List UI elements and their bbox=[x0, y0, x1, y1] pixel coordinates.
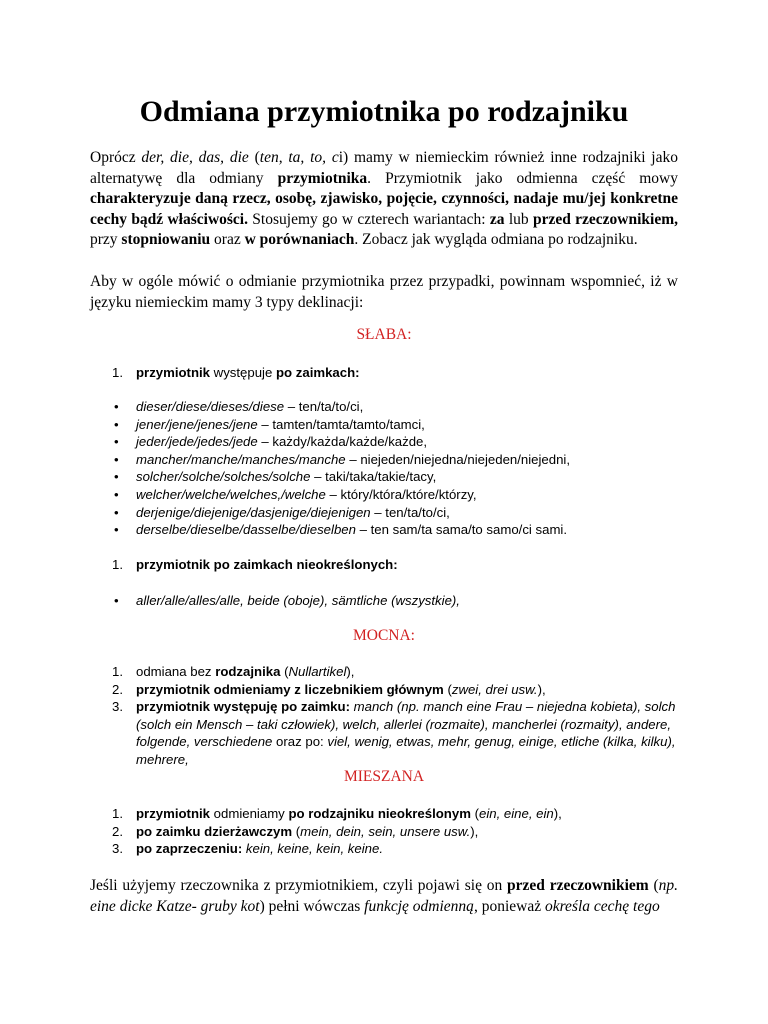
item-text: ), bbox=[537, 681, 546, 697]
list-item bbox=[112, 521, 682, 539]
slaba-bullet-list bbox=[112, 398, 682, 539]
list-item bbox=[112, 504, 682, 522]
item-bold: po zaimkach: bbox=[276, 365, 360, 380]
closing-bold: przed rzeczownikiem bbox=[507, 877, 649, 894]
bullet-italic: dieser/diese/dieses/diese bbox=[136, 399, 285, 414]
mieszana-numbered-list bbox=[112, 805, 682, 858]
heading-slaba: SŁABA: bbox=[356, 326, 412, 343]
intro-text: przy bbox=[90, 231, 122, 248]
closing-paragraph bbox=[90, 876, 678, 917]
item-bold: przymiotnik bbox=[136, 365, 211, 380]
list-number: 2. bbox=[112, 823, 123, 839]
bullet-italic: mancher/manche/manches/manche bbox=[136, 451, 346, 467]
intro-italic: der, die, das, die bbox=[141, 149, 249, 166]
bullet-italic: derselbe/dieselbe/dasselbe/dieselben bbox=[136, 522, 356, 538]
list-item bbox=[112, 840, 682, 858]
item-italic: mein, dein, sein, unsere usw. bbox=[300, 823, 471, 839]
list-number: 3. bbox=[112, 699, 123, 715]
bullet-icon: • bbox=[114, 522, 119, 538]
closing-text: ( bbox=[648, 877, 659, 894]
list-item bbox=[112, 416, 682, 434]
bullet-text: – który/która/które/którzy, bbox=[325, 486, 477, 502]
closing-italic: funkcję odmienną bbox=[364, 897, 474, 915]
item-italic: kein, keine, kein, keine. bbox=[242, 841, 383, 857]
item-bold: po zaimku dzierżawczym bbox=[136, 823, 293, 839]
item-text: ( bbox=[292, 823, 301, 839]
item-bold: przymiotnik bbox=[136, 806, 211, 821]
list-number: 1. bbox=[112, 557, 123, 572]
list-item bbox=[112, 681, 682, 699]
bullet-text: – każdy/każda/każde/każde, bbox=[257, 434, 428, 450]
page-title: Odmiana przymiotnika po rodzajniku bbox=[139, 95, 629, 128]
bullet-text: – ten sam/ta sama/to samo/ci sami. bbox=[355, 522, 568, 538]
list-item bbox=[112, 433, 682, 451]
closing-text: Jeśli użyjemy rzeczownika z przymiotnikiem, czyli pojawi się on bbox=[90, 877, 508, 894]
intro-bold: w porównaniach bbox=[244, 231, 355, 248]
item-italic: viel, wenig, etwas, mehr, genug, einige, etliche (kilka, kilku), mehrere, bbox=[136, 734, 676, 767]
list-item bbox=[112, 823, 682, 841]
item-text: ( bbox=[280, 664, 289, 679]
closing-italic: określa cechę tego bbox=[544, 897, 660, 915]
bullet-icon: • bbox=[114, 416, 119, 432]
bullet-italic: jener/jene/jenes/jene bbox=[136, 416, 258, 432]
slaba-numbered-list bbox=[112, 364, 682, 382]
list-item bbox=[112, 663, 682, 681]
item-text: ( bbox=[470, 806, 479, 821]
item-text: występuje bbox=[210, 365, 276, 380]
list-number: 2. bbox=[112, 681, 123, 697]
intro-text: lub bbox=[504, 210, 533, 228]
bullet-icon: • bbox=[114, 469, 119, 485]
intro-bold: za bbox=[489, 210, 505, 228]
item-bold: po zaprzeczeniu: bbox=[136, 841, 243, 857]
item-text: ), bbox=[346, 664, 355, 679]
item-text: odmieniamy bbox=[210, 806, 289, 821]
bullet-icon: • bbox=[114, 434, 119, 450]
bullet-text: – tamten/tamta/tamto/tamci, bbox=[257, 416, 425, 432]
intro-bold: przymiotnika bbox=[277, 169, 368, 187]
bullet-italic: jeder/jede/jedes/jede bbox=[136, 434, 258, 450]
list-item bbox=[112, 486, 682, 504]
intro-text: ( bbox=[248, 149, 260, 166]
bullet-text: – ten/ta/to/ci, bbox=[370, 504, 450, 520]
bullet-text: – ten/ta/to/ci, bbox=[284, 399, 364, 414]
mocna-numbered-list bbox=[112, 663, 682, 769]
bullet-text: – taki/taka/takie/tacy, bbox=[310, 469, 437, 485]
item-text: ), bbox=[553, 806, 562, 821]
intro-text: Stosujemy go w czterech wariantach: bbox=[248, 210, 490, 228]
list-item bbox=[112, 592, 682, 610]
item-text: odmiana bez bbox=[136, 664, 216, 679]
item-bold: po rodzajniku nieokreślonym bbox=[288, 806, 471, 821]
bullet-italic: solcher/solche/solches/solche bbox=[136, 469, 311, 485]
closing-italic: np. eine dicke Katze- gruby kot bbox=[90, 877, 679, 915]
bullet-italic: aller/alle/alles/alle, beide (oboje), sämtliche (wszystkie), bbox=[136, 593, 460, 608]
item-italic: manch (np. manch eine Frau – niejedna kobieta), solch (solch ein Mensch – taki człowiek), welch, allerlei (rozmaite), mancherlei (rozmaity), andere, folgende, verschiedene bbox=[136, 699, 676, 750]
item-bold: przymiotnik odmieniamy z liczebnikiem głównym bbox=[136, 681, 444, 697]
item-bold: przymiotnik po zaimkach nieokreślonych: bbox=[136, 557, 398, 572]
intro-italic: ten, ta, to, c bbox=[259, 149, 339, 166]
bullet-icon: • bbox=[114, 451, 119, 467]
list-number: 1. bbox=[112, 806, 123, 821]
bullet-text: – niejeden/niejedna/niejeden/niejedni, bbox=[345, 451, 571, 467]
intro-text: . Przymiotnik jako odmienna część mowy bbox=[367, 169, 678, 187]
intro-bold: przed rzeczownikiem, bbox=[532, 210, 678, 228]
heading-mieszana: MIESZANA bbox=[343, 768, 425, 785]
bullet-icon: • bbox=[114, 399, 119, 414]
item-bold: przymiotnik występuję po zaimku: bbox=[136, 699, 350, 715]
item-text: ( bbox=[443, 681, 452, 697]
intro-text: . Zobacz jak wygląda odmiana po rodzajniku. bbox=[354, 231, 638, 248]
bullet-icon: • bbox=[114, 486, 119, 502]
closing-text: ) pełni wówczas bbox=[259, 897, 365, 915]
item-italic: Nullartikel bbox=[288, 664, 347, 679]
list-item bbox=[112, 398, 682, 416]
list-item bbox=[112, 451, 682, 469]
bullet-italic: derjenige/diejenige/dasjenige/diejenigen bbox=[136, 504, 371, 520]
intro-text: oraz bbox=[210, 231, 245, 248]
list-number: 1. bbox=[112, 664, 123, 679]
heading-mocna: MOCNA: bbox=[352, 627, 415, 644]
list-item bbox=[112, 556, 682, 574]
item-italic: zwei, drei usw. bbox=[451, 681, 538, 697]
bullet-italic: welcher/welche/welches,/welche bbox=[136, 486, 326, 502]
list-number: 3. bbox=[112, 841, 123, 857]
list-item bbox=[112, 698, 682, 768]
item-italic: ein, eine, ein bbox=[478, 806, 554, 821]
list-item bbox=[112, 805, 682, 823]
bullet-icon: • bbox=[114, 504, 119, 520]
intro-text: Oprócz bbox=[90, 149, 142, 166]
closing-text: , ponieważ bbox=[473, 897, 545, 915]
bullet-icon: • bbox=[114, 593, 119, 608]
intro-text: i) mamy w niemieckim również inne rodzajniki jako alternatywę dla odmiany bbox=[90, 149, 678, 187]
declension-intro-paragraph: Aby w ogóle mówić o odmianie przymiotnika przez przypadki, powinnam wspomnieć, iż w języku niemieckim mamy 3 typy deklinacji: bbox=[90, 273, 678, 311]
slaba-bullet-list-2 bbox=[112, 592, 682, 610]
list-item bbox=[112, 364, 682, 382]
item-text: ), bbox=[470, 823, 479, 839]
item-text: oraz po: bbox=[272, 734, 328, 750]
slaba-numbered-list-2 bbox=[112, 556, 682, 574]
list-number: 1. bbox=[112, 365, 123, 380]
intro-bold: charakteryzuje daną rzecz, osobę, zjawisko, pojęcie, czynności, nadaje mu/jej konkretne cechy bądź właściwości. bbox=[90, 190, 678, 228]
intro-paragraph bbox=[90, 148, 678, 251]
list-item bbox=[112, 468, 682, 486]
item-bold: rodzajnika bbox=[215, 664, 281, 679]
intro-bold: stopniowaniu bbox=[121, 231, 211, 248]
